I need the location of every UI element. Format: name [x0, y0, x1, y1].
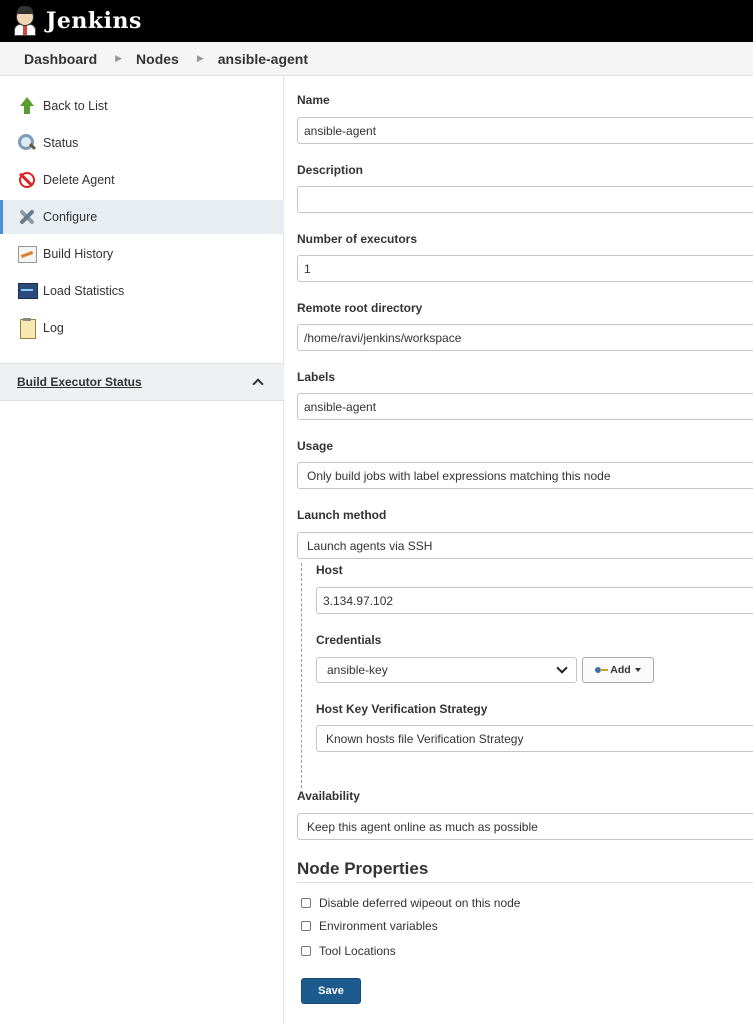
credentials-value: ansible-key — [327, 663, 388, 677]
build-history-icon — [17, 244, 37, 264]
sidebar-item-label: Status — [43, 136, 79, 150]
availability-label: Availability — [297, 789, 360, 803]
option-environment-variables[interactable] — [301, 919, 438, 933]
sidebar-item-label: Back to List — [43, 99, 108, 113]
labels-input[interactable]: ansible-agent — [297, 393, 753, 420]
sidebar-item-label: Log — [43, 321, 64, 335]
option-label: Environment variables — [319, 919, 438, 933]
caret-down-icon — [635, 668, 641, 672]
sidebar-item-back-to-list[interactable] — [0, 89, 284, 123]
configure-icon — [17, 207, 37, 227]
back-arrow-icon — [17, 96, 37, 116]
brand-title[interactable]: Jenkins — [46, 8, 142, 34]
usage-select[interactable]: Only build jobs with label expressions matching this node — [297, 462, 753, 489]
remote-root-label: Remote root directory — [297, 301, 423, 315]
launch-options-guide — [301, 563, 302, 788]
search-icon — [17, 133, 37, 153]
launch-method-label: Launch method — [297, 508, 387, 522]
sidebar-item-label: Delete Agent — [43, 173, 115, 187]
host-label: Host — [316, 563, 343, 577]
key-icon — [595, 667, 608, 673]
top-header — [0, 0, 753, 42]
build-executor-status-link[interactable]: Build Executor Status — [17, 375, 142, 389]
description-label: Description — [297, 163, 364, 177]
jenkins-logo-icon[interactable] — [12, 6, 38, 36]
breadcrumb-separator-icon: ▶ — [115, 53, 123, 63]
description-input[interactable] — [297, 186, 753, 213]
breadcrumb-separator-icon: ▶ — [196, 53, 204, 63]
sidebar-item-label: Configure — [43, 210, 98, 224]
executors-input[interactable]: 1 — [297, 255, 753, 282]
credentials-select[interactable] — [316, 657, 577, 683]
add-credentials-button[interactable] — [582, 657, 654, 683]
option-label: Disable deferred wipeout on this node — [319, 896, 521, 910]
chevron-down-icon — [556, 662, 567, 673]
remote-root-input[interactable]: /home/ravi/jenkins/workspace — [297, 324, 753, 351]
host-key-select[interactable]: Known hosts file Verification Strategy — [316, 725, 753, 752]
executors-label: Number of executors — [297, 232, 418, 246]
sidebar-item-label: Load Statistics — [43, 284, 125, 298]
checkbox[interactable] — [301, 921, 311, 931]
sidebar-item-load-statistics[interactable] — [0, 274, 284, 308]
sidebar-item-status[interactable] — [0, 126, 284, 160]
checkbox[interactable] — [301, 898, 311, 908]
labels-label: Labels — [297, 370, 336, 384]
node-properties-title: Node Properties — [297, 859, 429, 878]
sidebar-item-configure[interactable] — [0, 200, 284, 234]
save-button[interactable]: Save — [301, 978, 361, 1004]
sidebar-item-label: Build History — [43, 247, 114, 261]
breadcrumb-nodes[interactable]: Nodes — [136, 50, 179, 67]
host-input[interactable]: 3.134.97.102 — [316, 587, 753, 614]
chevron-up-icon[interactable] — [252, 378, 263, 389]
credentials-label: Credentials — [316, 633, 382, 647]
configure-form — [285, 76, 753, 1024]
availability-select[interactable]: Keep this agent online as much as possible — [297, 813, 753, 840]
usage-label: Usage — [297, 439, 334, 453]
option-disable-deferred-wipeout[interactable] — [301, 896, 520, 910]
sidebar-item-log[interactable] — [0, 311, 284, 345]
log-icon — [17, 318, 37, 338]
section-divider — [297, 882, 753, 883]
sidebar-item-build-history[interactable] — [0, 237, 284, 271]
option-tool-locations[interactable] — [301, 944, 396, 958]
sidebar-item-delete-agent[interactable] — [0, 163, 284, 197]
host-key-label: Host Key Verification Strategy — [316, 702, 488, 716]
build-executor-status-panel — [0, 363, 284, 401]
breadcrumb-current-node[interactable]: ansible-agent — [217, 50, 309, 67]
delete-icon — [17, 170, 37, 190]
name-label: Name — [297, 93, 330, 107]
add-button-label: Add — [610, 664, 631, 676]
load-statistics-icon — [17, 281, 37, 301]
name-input[interactable]: ansible-agent — [297, 117, 753, 144]
option-label: Tool Locations — [319, 944, 396, 958]
breadcrumb — [0, 42, 753, 76]
sidebar — [0, 76, 284, 1024]
checkbox[interactable] — [301, 946, 311, 956]
breadcrumb-dashboard[interactable]: Dashboard — [24, 50, 98, 67]
launch-method-select[interactable]: Launch agents via SSH — [297, 532, 753, 559]
